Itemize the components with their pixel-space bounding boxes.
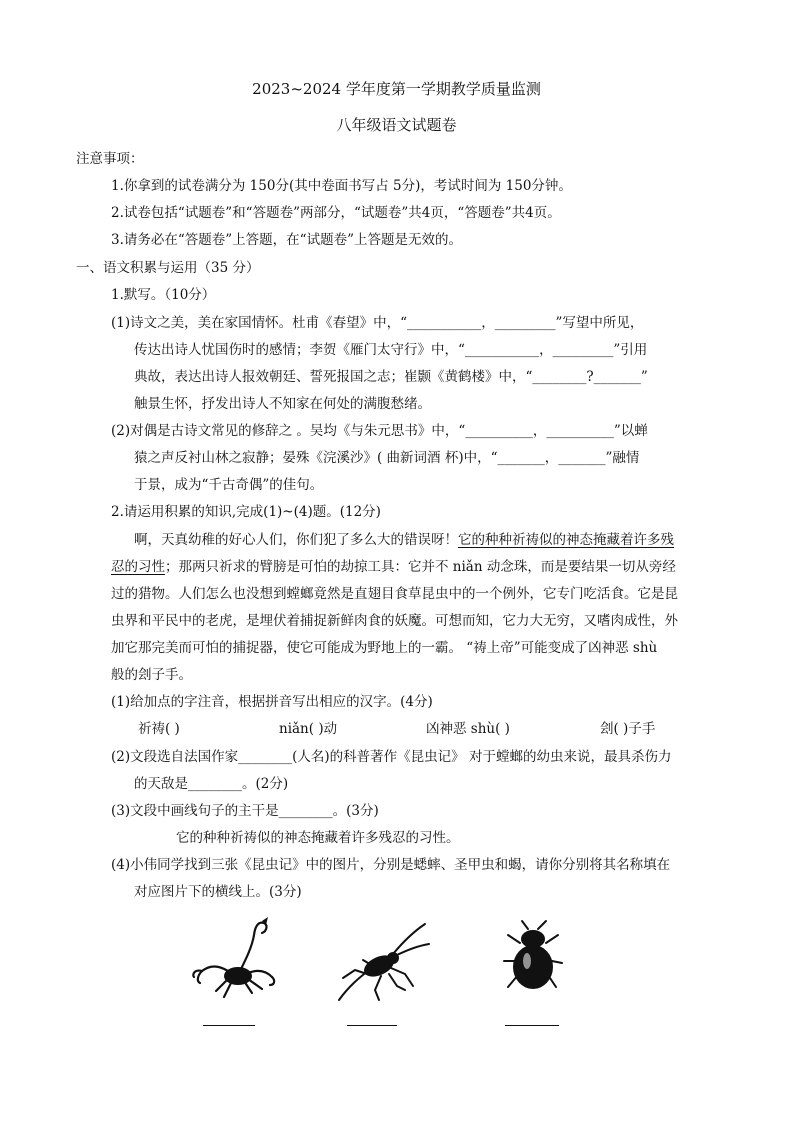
passage-line: 过的猎物。人们怎么也没想到螳螂竟然是直翅目食草昆虫中的一个例外，它专门吃活食。它是昆 bbox=[111, 586, 678, 602]
q1-part2-line: (2)对偶是古诗文常见的修辞之 。吴均《与朱元思书》中，“__________，__________”以蝉 bbox=[111, 423, 648, 439]
answer-blank-scorpion[interactable] bbox=[203, 1025, 255, 1026]
q1-part1-line: 典故，表达出诗人报效朝廷、誓死报国之志；崔颢《黄鹤楼》中，“________?_______” bbox=[134, 369, 648, 385]
answer-blank-cricket[interactable] bbox=[347, 1025, 397, 1026]
sub-question-4: 对应图片下的横线上。(3分) bbox=[134, 884, 302, 900]
sub-question-4: (4)小伟同学找到三张《昆虫记》中的图片，分别是蟋蟀、圣甲虫和蝎，请你分别将其名称填在 bbox=[111, 857, 671, 873]
sub-question-3: (3)文段中画线句子的主干是________。(3分) bbox=[111, 803, 379, 819]
cricket-icon bbox=[333, 920, 433, 1006]
pinyin-item: 祈祷( ) bbox=[138, 721, 180, 737]
passage-line: 加它那完美而可怕的捕捉器，使它可能成为野地上的一霸。 “祷上帝”可能变成了凶神恶 shù bbox=[111, 640, 658, 656]
sub-question-2: 的天敌是________。(2分) bbox=[134, 776, 289, 792]
passage-line bbox=[134, 531, 674, 549]
scarab-beetle-icon bbox=[500, 917, 566, 997]
note-item: 1.你拿到的试卷满分为 150分(其中卷面书写占 5分)，考试时间为 150分钟。 bbox=[111, 178, 572, 194]
note-item: 2.试卷包括“试题卷”和“答题卷”两部分，“试题卷”共4页，“答题卷”共4页。 bbox=[111, 205, 561, 221]
passage-line: 般的刽子手。 bbox=[111, 667, 192, 683]
sub-question-3: 它的种种祈祷似的神态掩藏着许多残忍的习性。 bbox=[176, 830, 460, 846]
section-heading: 一、语文积累与运用（35 分） bbox=[76, 260, 260, 276]
question-2-label: 2.请运用积累的知识,完成(1)~(4)题。(12分) bbox=[111, 504, 381, 520]
underlined-sentence: 它的种种祈祷似的神态掩藏着许多残 bbox=[458, 532, 674, 548]
note-item: 3.请务必在“答题卷”上答题，在“试题卷”上答题是无效的。 bbox=[111, 232, 462, 248]
sub-question-2: (2)文段选自法国作家________(人名)的科普著作《昆虫记》 对于螳螂的幼虫来说，最具杀伤力 bbox=[111, 749, 672, 765]
q1-part1-line: 传达出诗人忧国伤时的感情；李贺《雁门太守行》中，“___________，_________”引用 bbox=[134, 342, 648, 358]
question-1-label: 1.默写。（10分） bbox=[111, 287, 216, 303]
notes-heading: 注意事项： bbox=[76, 151, 144, 167]
sub-question-1: (1)给加点的字注音，根据拼音写出相应的汉字。(4分) bbox=[111, 694, 433, 710]
pinyin-item: 刽( )子手 bbox=[600, 721, 656, 737]
passage-line: 虫界和平民中的老虎，是埋伏着捕捉新鲜肉食的妖魔。可想而知，它力大无穷，又嗜肉成性，外 bbox=[111, 613, 678, 629]
q1-part1-line: (1)诗文之美，美在家国情怀。杜甫《春望》中，“___________，_________”写望中所见， bbox=[111, 315, 644, 331]
passage-text: ；那两只祈求的臂膀是可怕的劫掠工具：它并不 niǎn 动念珠，而是要结果一切从旁经 bbox=[165, 559, 676, 575]
q1-part2-line: 猿之声反衬山林之寂静；晏殊《浣溪沙》( 曲新词酒 杯)中，“_______，_______”融情 bbox=[134, 450, 640, 466]
q1-part2-line: 于景，成为“千古奇偶”的佳句。 bbox=[134, 477, 324, 493]
answer-blank-beetle[interactable] bbox=[505, 1025, 559, 1026]
pinyin-item: 凶神恶 shù( ) bbox=[426, 721, 510, 737]
underlined-sentence: 忍的习性 bbox=[111, 559, 165, 575]
passage-line bbox=[111, 558, 676, 576]
scorpion-icon bbox=[188, 913, 284, 1009]
exam-title: 2023~2024 学年度第一学期教学质量监测 bbox=[252, 80, 541, 98]
exam-subtitle: 八年级语文试题卷 bbox=[336, 116, 457, 134]
q1-part1-line: 触景生怀，抒发出诗人不知家在何处的满腹愁绪。 bbox=[134, 396, 431, 412]
passage-text: 啊，天真幼稚的好心人们，你们犯了多么大的错误呀！ bbox=[134, 532, 458, 548]
pinyin-item: niǎn( )动 bbox=[279, 721, 338, 737]
